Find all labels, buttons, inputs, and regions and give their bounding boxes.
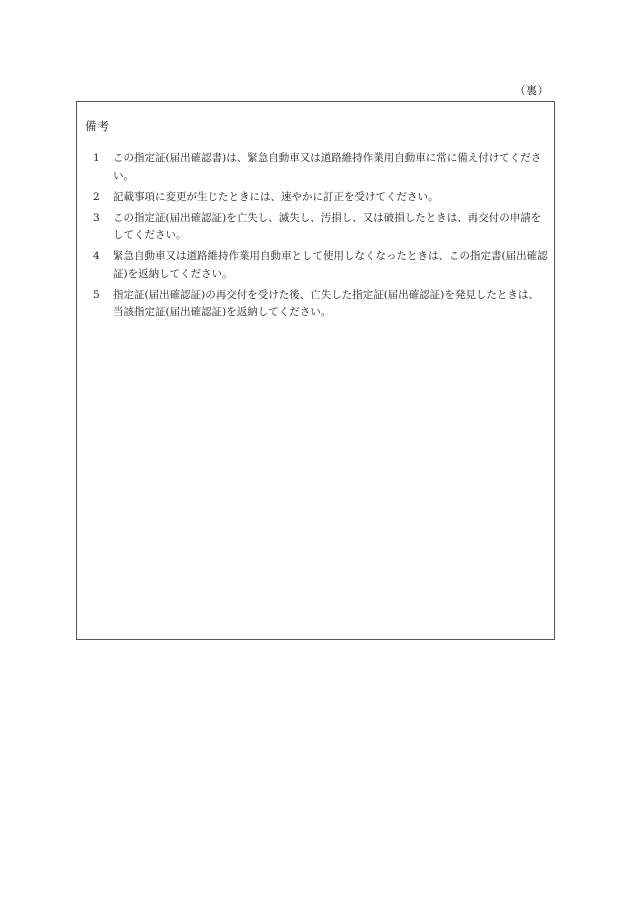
remarks-note xyxy=(85,150,548,185)
remarks-note-text: 緊急自動車又は道路維持作業用自動車として使用しなくなったときは、この指定書(届出確認証)を返納してください。 xyxy=(113,250,548,280)
remarks-note-number: 3 xyxy=(93,211,100,224)
remarks-note xyxy=(85,248,548,283)
remarks-note-text: この指定証(届出確認書)は、緊急自動車又は道路維持作業用自動車に常に備え付けてください。 xyxy=(113,152,542,182)
remarks-note xyxy=(85,189,548,207)
remarks-title: 備考 xyxy=(85,119,110,133)
remarks-note-number: 5 xyxy=(93,288,100,301)
remarks-note-text: 記載事項に変更が生じたときには、速やかに訂正を受けてください。 xyxy=(113,190,439,203)
remarks-list xyxy=(85,150,548,325)
remarks-note xyxy=(85,210,548,245)
remarks-box xyxy=(76,101,555,640)
remarks-note-number: 1 xyxy=(93,152,100,164)
remarks-note-number: 2 xyxy=(93,190,100,203)
remarks-note-number: 4 xyxy=(93,250,100,262)
remarks-note-text: 指定証(届出確認証)の再交付を受けた後、亡失した指定証(届出確認証)を発見したときは、当該指定証(届出確認証)を返納してください。 xyxy=(113,288,539,318)
remarks-note xyxy=(85,287,548,322)
reverse-side-label: （裏） xyxy=(514,84,549,97)
remarks-note-text: この指定証(届出確認証)を亡失し、滅失し、汚損し、又は破損したときは、再交付の申請をしてください。 xyxy=(113,211,542,241)
